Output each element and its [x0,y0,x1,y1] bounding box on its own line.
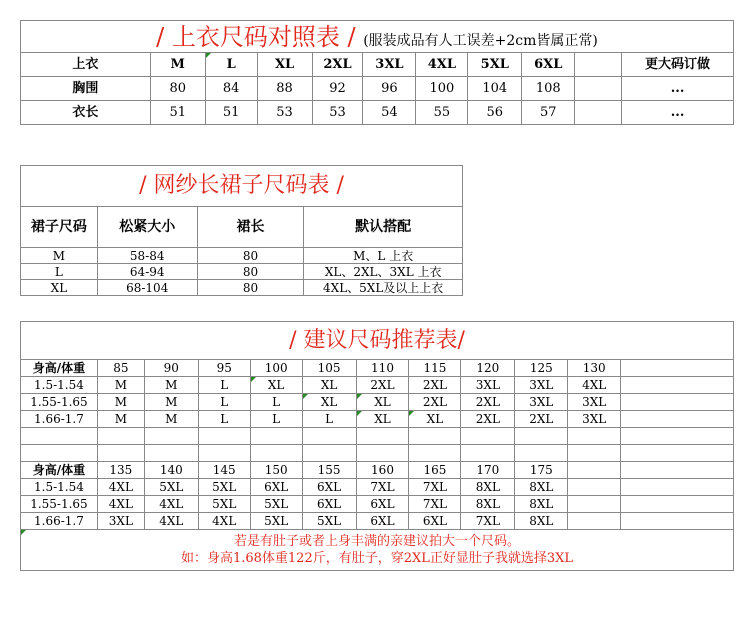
footer-note-line-1: 若是有肚子或者上身丰满的亲建议拍大一个尺码。 [233,534,520,549]
header-cell: 100 [250,360,302,377]
table-row [21,377,734,394]
header-cell: M [150,53,205,77]
table-cell: 4XL [568,377,621,394]
table-row [21,411,734,428]
table-row [21,394,734,411]
table-cell: 96 [363,77,416,101]
table-cell: L [250,394,302,411]
header-cell: 90 [144,360,198,377]
table-cell: 55 [416,101,468,125]
table-cell: 80 [197,248,304,264]
table-cell: 4XL [97,496,144,513]
skirt-size-table [20,165,463,296]
table-cell: 4XL [144,496,198,513]
top-table-title-cell [21,21,734,53]
header-cell: 130 [568,360,621,377]
table-cell [568,513,621,530]
table-cell: 6XL [409,513,461,530]
row-label: 1.66-1.7 [21,411,98,428]
header-cell: 110 [356,360,409,377]
table-cell: 104 [468,77,522,101]
table-cell: L [198,394,250,411]
table-cell: 56 [468,101,522,125]
header-cell: 裙子尺码 [21,207,98,248]
table-cell: M [97,377,144,394]
header-cell: 105 [302,360,356,377]
empty-cell [621,377,734,394]
table-cell: 2XL [461,394,515,411]
header-cell: 155 [302,462,356,479]
table-cell: 5XL [250,496,302,513]
table-cell: 4XL [97,479,144,496]
table-cell: M [144,394,198,411]
table-row [21,280,463,296]
table-cell: 80 [197,264,304,280]
table-cell: 5XL [250,513,302,530]
table-cell: 3XL [97,513,144,530]
header-cell [575,53,622,77]
header-cell: 140 [144,462,198,479]
table-cell: L [250,411,302,428]
header-cell: 120 [461,360,515,377]
table-cell: ... [622,101,734,125]
header-cell: 更大码订做 [622,53,734,77]
table-cell: 6XL [356,513,409,530]
skirt-table-title: / 网纱长裙子尺码表 / [139,173,344,198]
table-row [21,248,463,264]
table-cell: 6XL [356,496,409,513]
table-cell: 5XL [144,479,198,496]
table-cell: 3XL [568,394,621,411]
table-cell: L [198,411,250,428]
table-cell: L [21,264,98,280]
table-cell: XL [302,377,356,394]
table-cell: 5XL [198,496,250,513]
header-cell: 3XL [363,53,416,77]
table-cell: 68-104 [97,280,197,296]
table-cell [575,101,622,125]
header-cell: XL [257,53,312,77]
skirt-table-header-row [21,207,463,248]
header-cell: 6XL [522,53,575,77]
header-cell: 85 [97,360,144,377]
row-label: 1.66-1.7 [21,513,98,530]
table-cell: 2XL [515,411,568,428]
table-cell: 6XL [302,479,356,496]
table-cell: 5XL [302,513,356,530]
row-label: 1.5-1.54 [21,377,98,394]
table-cell: 53 [257,101,312,125]
rec-footer-row [21,530,734,571]
empty-cell [621,496,734,513]
table-cell: 7XL [409,479,461,496]
empty-cell [621,411,734,428]
header-cell: 95 [198,360,250,377]
table-cell: M、L 上衣 [304,248,463,264]
row-label: 胸围 [21,77,151,101]
table-cell: 8XL [461,479,515,496]
table-cell: 3XL [461,377,515,394]
table-cell: 53 [312,101,363,125]
table-cell: 58-84 [97,248,197,264]
footer-note-line-2: 如：身高1.68体重122斤，有肚子，穿2XL正好显肚子我就选择3XL [180,551,574,566]
table-cell: 80 [197,280,304,296]
table-row [21,101,734,125]
table-cell: 8XL [515,513,568,530]
table-cell: 57 [522,101,575,125]
top-table-header-row [21,53,734,77]
table-cell: 2XL [409,377,461,394]
table-cell: 92 [312,77,363,101]
row-label: 1.5-1.54 [21,479,98,496]
table-cell: 64-94 [97,264,197,280]
empty-cell [621,462,734,479]
spacer-row [21,445,734,462]
table-row [21,496,734,513]
table-cell: XL [409,411,461,428]
table-cell: 5XL [198,479,250,496]
table-cell: 2XL [356,377,409,394]
table-cell: 7XL [461,513,515,530]
table-cell: M [21,248,98,264]
table-cell: 3XL [515,394,568,411]
table-cell: L [302,411,356,428]
table-cell: 51 [150,101,205,125]
table-cell: 4XL [198,513,250,530]
header-cell: 165 [409,462,461,479]
table-cell: 8XL [515,479,568,496]
rec-header-row [21,360,734,377]
table-cell: L [198,377,250,394]
table-cell: XL [21,280,98,296]
rec-table-title-cell [21,322,734,360]
table-cell: XL [356,394,409,411]
table-cell: XL [302,394,356,411]
table-cell: ... [622,77,734,101]
recommend-size-table [20,321,734,571]
table-cell: 6XL [302,496,356,513]
top-table-title: / 上衣尺码对照表 / [156,22,356,51]
header-cell: 4XL [416,53,468,77]
spacer-row [21,428,734,445]
table-cell [568,496,621,513]
empty-cell [621,479,734,496]
table-row [21,479,734,496]
header-cell: 裙长 [197,207,304,248]
rec-table-title: / 建议尺码推荐表/ [289,327,465,353]
table-cell: 51 [205,101,257,125]
empty-cell [621,394,734,411]
header-cell: L [205,53,257,77]
table-cell: M [97,411,144,428]
top-table-note: (服装成品有人工误差+2cm皆属正常) [363,32,598,49]
header-cell: 175 [515,462,568,479]
table-cell: 80 [150,77,205,101]
table-cell: 7XL [409,496,461,513]
table-cell: XL [356,411,409,428]
table-cell: 100 [416,77,468,101]
table-cell: 2XL [461,411,515,428]
row-label: 1.55-1.65 [21,394,98,411]
table-cell: 54 [363,101,416,125]
header-cell: 松紧大小 [97,207,197,248]
empty-cell [621,360,734,377]
top-size-table [20,20,734,125]
empty-cell [621,513,734,530]
table-row [21,513,734,530]
table-cell: 2XL [409,394,461,411]
table-cell: 8XL [515,496,568,513]
table-cell: 88 [257,77,312,101]
skirt-table-title-cell [21,166,463,207]
table-cell: 8XL [461,496,515,513]
header-cell: 170 [461,462,515,479]
header-cell: 145 [198,462,250,479]
table-cell: 84 [205,77,257,101]
row-label: 1.55-1.65 [21,496,98,513]
table-row [21,77,734,101]
header-cell: 150 [250,462,302,479]
table-cell: 4XL [144,513,198,530]
table-cell: 3XL [568,411,621,428]
row-label: 衣长 [21,101,151,125]
header-cell: 上衣 [21,53,151,77]
header-cell [568,462,621,479]
header-cell: 身高/体重 [21,462,98,479]
table-cell: 4XL、5XL及以上上衣 [304,280,463,296]
header-cell: 160 [356,462,409,479]
table-cell: 7XL [356,479,409,496]
header-cell: 125 [515,360,568,377]
table-row [21,264,463,280]
table-cell [575,77,622,101]
table-cell: M [144,377,198,394]
header-cell: 2XL [312,53,363,77]
header-cell: 身高/体重 [21,360,98,377]
header-cell: 135 [97,462,144,479]
table-cell: 3XL [515,377,568,394]
table-cell: M [97,394,144,411]
table-cell: XL、2XL、3XL 上衣 [304,264,463,280]
rec-footer-cell [21,530,734,571]
table-cell: XL [250,377,302,394]
header-cell: 115 [409,360,461,377]
table-cell [568,479,621,496]
table-cell: M [144,411,198,428]
header-cell: 默认搭配 [304,207,463,248]
table-cell: 6XL [250,479,302,496]
rec-header-row [21,462,734,479]
header-cell: 5XL [468,53,522,77]
table-cell: 108 [522,77,575,101]
